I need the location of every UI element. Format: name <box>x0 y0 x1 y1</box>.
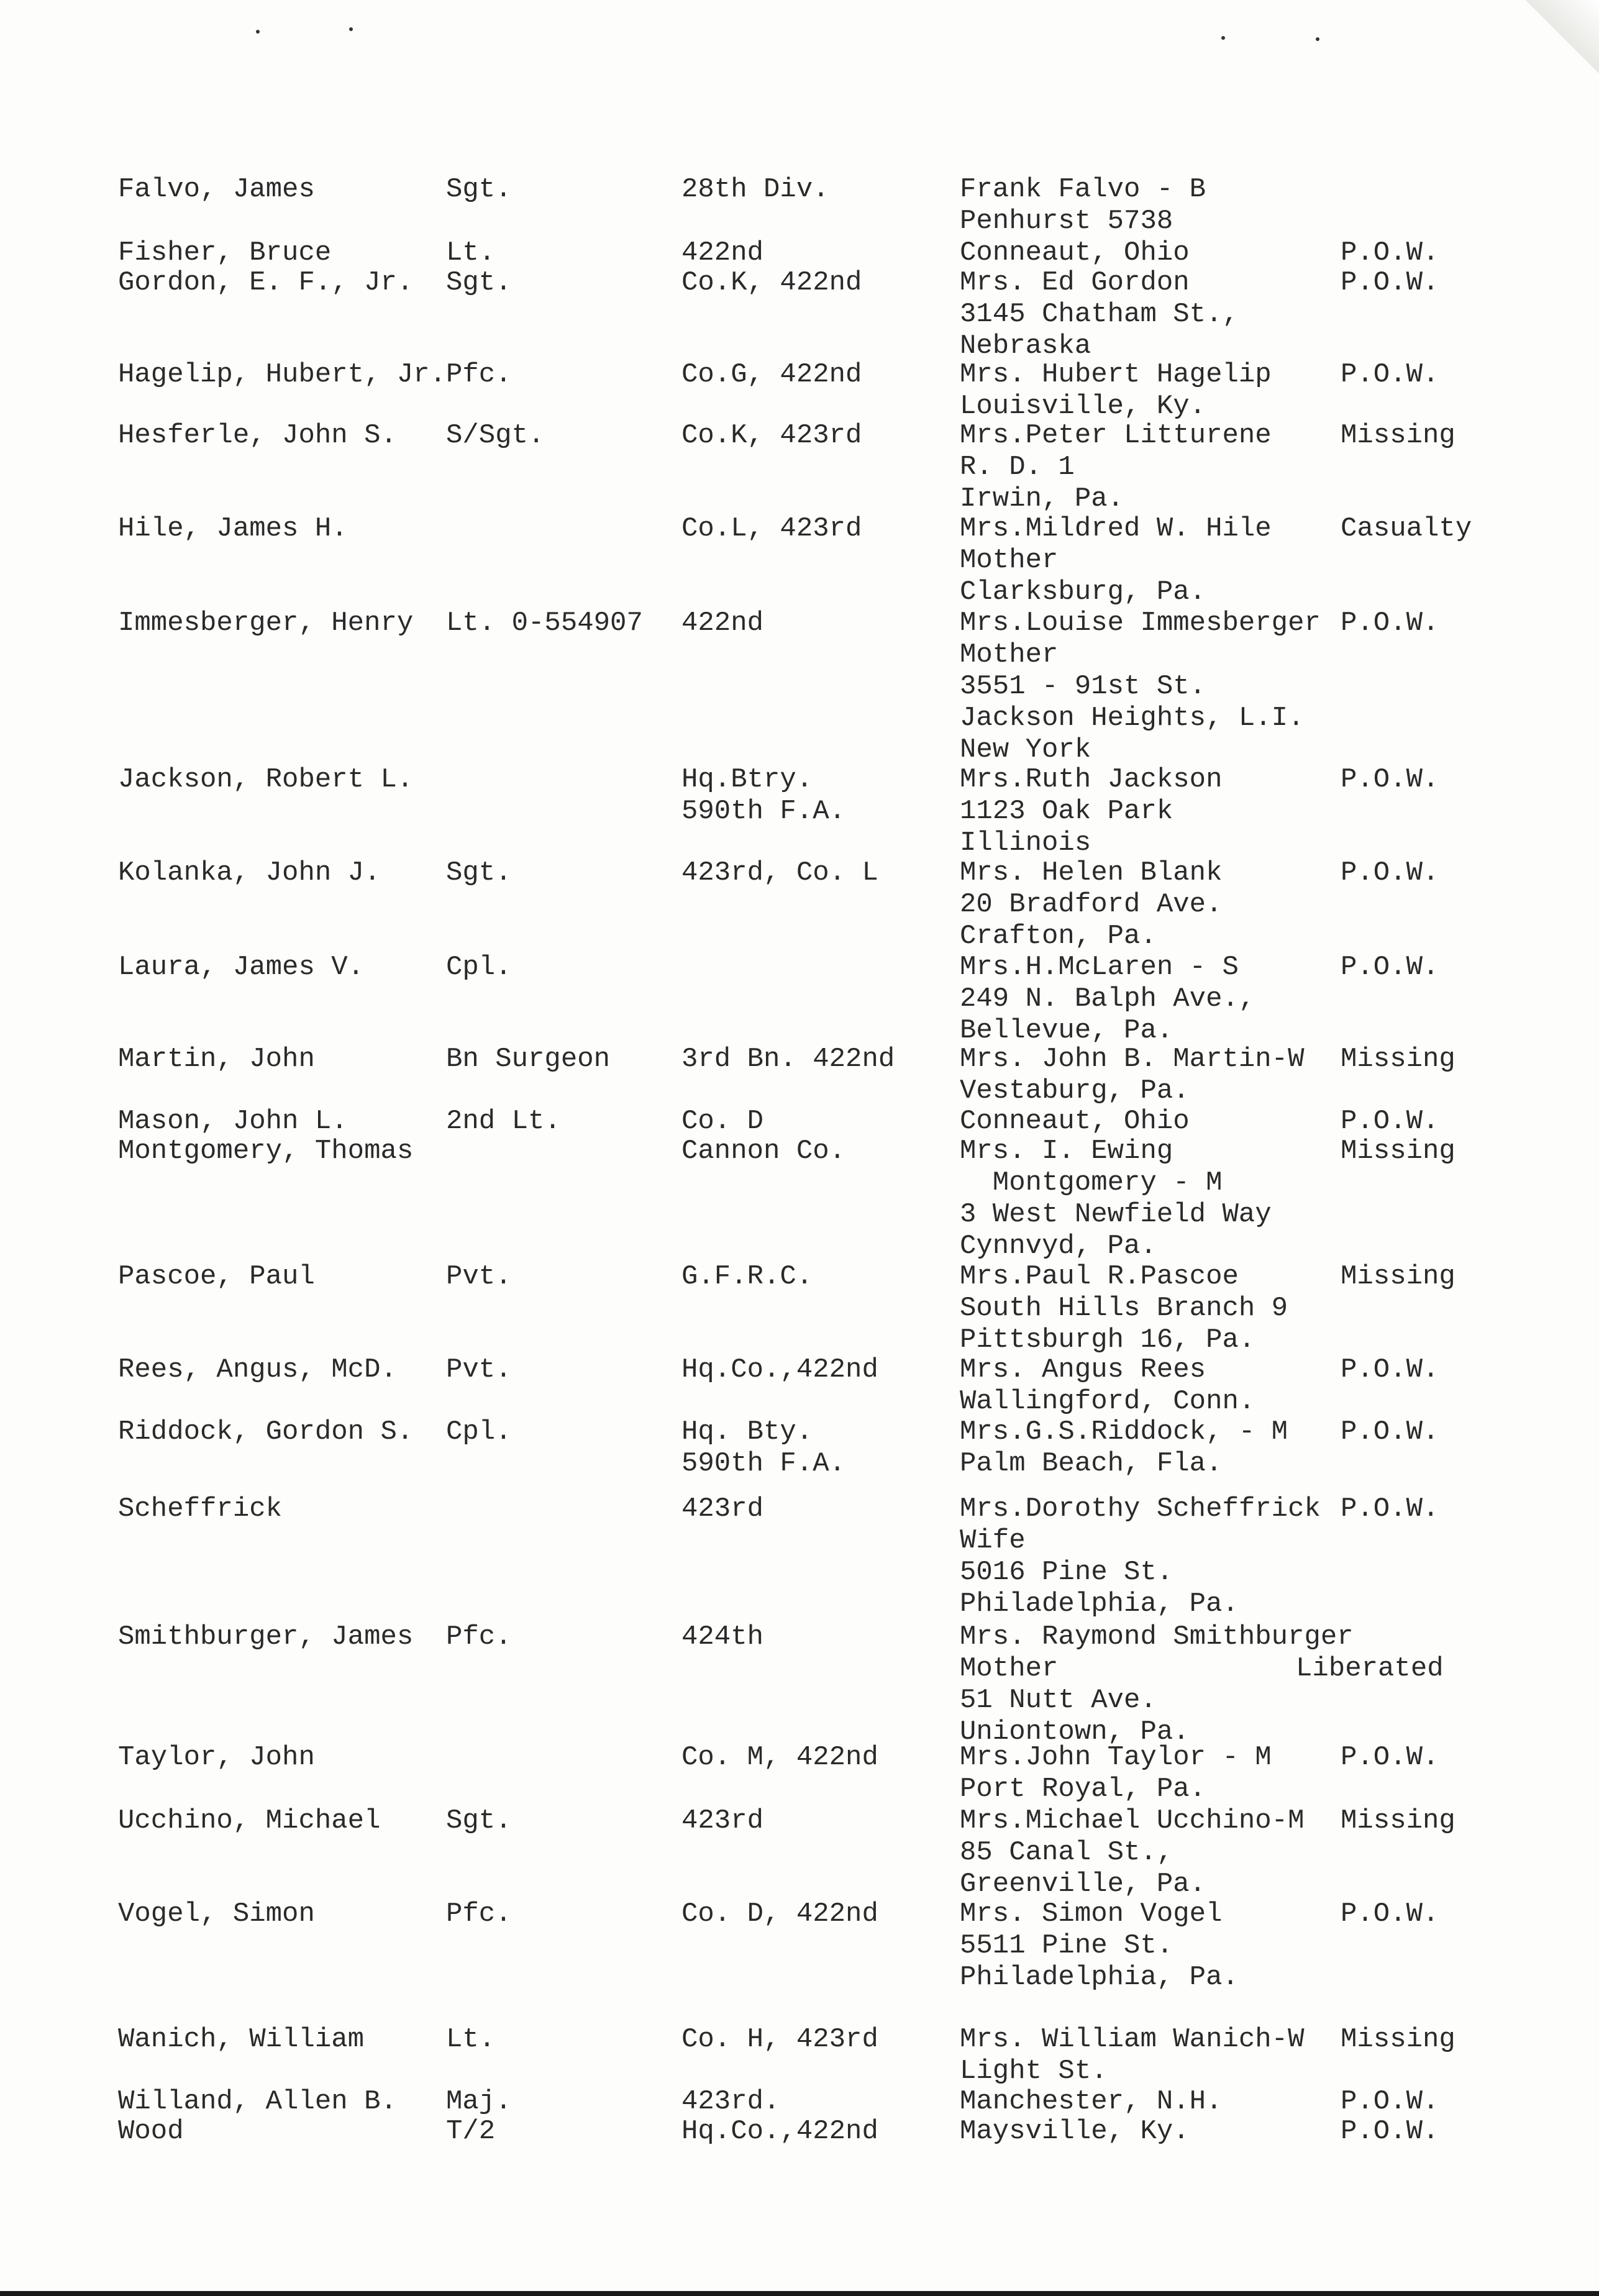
person-name: Montgomery, Thomas <box>118 1136 414 1167</box>
status-badge: Missing <box>1341 1136 1456 1167</box>
next-of-kin-line: Jackson Heights, L.I. <box>960 703 1305 734</box>
person-unit-line: 590th F.A. <box>681 796 846 827</box>
status-badge: P.O.W. <box>1341 952 1439 983</box>
status-badge: P.O.W. <box>1341 1354 1439 1385</box>
next-of-kin-line: Philadelphia, Pa. <box>960 1962 1239 1993</box>
person-name: Smithburger, James <box>118 1621 414 1652</box>
person-unit <box>681 1044 895 1075</box>
next-of-kin <box>960 359 1272 422</box>
next-of-kin-line: Frank Falvo - B <box>960 174 1206 205</box>
person-unit <box>681 1261 813 1293</box>
person-rank: S/Sgt. <box>446 420 545 451</box>
next-of-kin-line: Mrs.Mildred W. Hile <box>960 513 1272 544</box>
next-of-kin <box>960 174 1206 237</box>
person-unit <box>681 764 845 827</box>
next-of-kin-line: Wife <box>960 1525 1026 1556</box>
next-of-kin-line: Pittsburgh 16, Pa. <box>960 1324 1255 1355</box>
person-unit <box>681 1493 763 1525</box>
person-rank: Pfc. <box>446 359 512 390</box>
person-name: Willand, Allen B. <box>118 2086 397 2117</box>
next-of-kin <box>960 764 1222 859</box>
person-unit-line: Hq.Co.,422nd <box>681 1354 878 1385</box>
person-name: Hagelip, Hubert, Jr. <box>118 359 447 390</box>
person-unit-line: Hq. Bty. <box>681 1416 813 1447</box>
person-name: Scheffrick <box>118 1493 283 1524</box>
status-badge: Missing <box>1341 1805 1456 1836</box>
person-unit-line: Co.K, 422nd <box>681 267 862 298</box>
person-name: Mason, John L. <box>118 1106 348 1137</box>
next-of-kin <box>960 952 1255 1047</box>
next-of-kin-line: 5511 Pine St. <box>960 1930 1173 1961</box>
person-unit <box>681 1898 878 1930</box>
next-of-kin-line: 1123 Oak Park <box>960 796 1173 827</box>
person-unit <box>681 1416 845 1480</box>
next-of-kin <box>960 857 1222 952</box>
person-unit-line: 423rd <box>681 1493 764 1524</box>
next-of-kin <box>960 420 1272 515</box>
person-unit <box>681 237 763 269</box>
next-of-kin <box>960 513 1272 608</box>
next-of-kin-line: Mrs. Simon Vogel <box>960 1898 1223 1929</box>
status-badge: P.O.W. <box>1341 267 1439 298</box>
person-unit <box>681 359 862 391</box>
person-rank: Pfc. <box>446 1898 512 1929</box>
next-of-kin-line: Mrs. Helen Blank <box>960 857 1223 888</box>
next-of-kin <box>960 1805 1305 1900</box>
person-unit-line: 28th Div. <box>681 174 829 205</box>
person-unit-line: Co.L, 423rd <box>681 513 862 544</box>
status-badge: Missing <box>1341 2024 1456 2055</box>
person-rank: Pvt. <box>446 1261 512 1292</box>
person-name: Wood <box>118 2116 184 2147</box>
person-unit-line: Co.K, 423rd <box>681 420 862 451</box>
next-of-kin-line: Vestaburg, Pa. <box>960 1075 1190 1106</box>
person-unit <box>681 2086 780 2118</box>
next-of-kin-line: Irwin, Pa. <box>960 483 1124 514</box>
person-rank: Pvt. <box>446 1354 512 1385</box>
next-of-kin <box>960 2116 1190 2148</box>
next-of-kin-line: Mrs.Paul R.Pascoe <box>960 1261 1239 1292</box>
next-of-kin-line: Mrs.H.McLaren - S <box>960 952 1239 983</box>
next-of-kin-line: Mrs. Ed Gordon <box>960 267 1190 298</box>
person-unit <box>681 2116 878 2148</box>
next-of-kin-line: Conneaut, Ohio <box>960 1106 1190 1137</box>
person-unit <box>681 513 862 545</box>
person-rank: 2nd Lt. <box>446 1106 561 1137</box>
next-of-kin-line: Mrs.John Taylor - M <box>960 1742 1272 1773</box>
next-of-kin-line: Mrs.Peter Litturene <box>960 420 1272 451</box>
ink-speck <box>1221 36 1225 40</box>
person-rank: Lt. <box>446 237 496 268</box>
next-of-kin-line: 3551 - 91st St. <box>960 671 1206 702</box>
next-of-kin-line: 51 Nutt Ave. <box>960 1685 1157 1716</box>
next-of-kin-line: 5016 Pine St. <box>960 1557 1173 1588</box>
next-of-kin <box>960 1742 1272 1805</box>
next-of-kin-line: Mrs. Hubert Hagelip <box>960 359 1272 390</box>
person-name: Laura, James V. <box>118 952 365 983</box>
person-name: Gordon, E. F., Jr. <box>118 267 414 298</box>
person-unit <box>681 174 829 206</box>
next-of-kin-line: Clarksburg, Pa. <box>960 576 1206 608</box>
next-of-kin-line: Port Royal, Pa. <box>960 1774 1206 1805</box>
next-of-kin <box>960 1493 1321 1620</box>
status-badge: P.O.W. <box>1341 857 1439 888</box>
next-of-kin-line: Manchester, N.H. <box>960 2086 1223 2117</box>
person-name: Hesferle, John S. <box>118 420 397 451</box>
person-unit-line: Co. H, 423rd <box>681 2024 878 2055</box>
next-of-kin <box>960 1136 1272 1262</box>
next-of-kin <box>960 1106 1190 1137</box>
person-name: Vogel, Simon <box>118 1898 315 1929</box>
status-badge: P.O.W. <box>1341 1416 1439 1447</box>
status-badge: P.O.W. <box>1341 2116 1439 2147</box>
status-badge: Missing <box>1341 1261 1456 1292</box>
next-of-kin-line: 249 N. Balph Ave., <box>960 983 1255 1014</box>
person-unit-line: G.F.R.C. <box>681 1261 813 1292</box>
person-rank: Sgt. <box>446 857 512 888</box>
person-unit <box>681 420 862 452</box>
person-name: Falvo, James <box>118 174 315 205</box>
next-of-kin <box>960 1621 1354 1748</box>
person-unit-line: Hq.Co.,422nd <box>681 2116 878 2147</box>
person-rank: Sgt. <box>446 267 512 298</box>
next-of-kin <box>960 2086 1222 2118</box>
next-of-kin-line: Mother <box>960 1653 1059 1684</box>
person-name: Fisher, Bruce <box>118 237 332 268</box>
person-name: Immesberger, Henry <box>118 608 414 639</box>
next-of-kin-line: Mrs.Michael Ucchino-M <box>960 1805 1305 1836</box>
status-badge: P.O.W. <box>1341 1898 1439 1929</box>
next-of-kin-line: Greenville, Pa. <box>960 1869 1206 1900</box>
person-rank: T/2 <box>446 2116 496 2147</box>
next-of-kin <box>960 1898 1239 1993</box>
ink-speck <box>1316 37 1319 41</box>
next-of-kin-line: South Hills Branch 9 <box>960 1293 1288 1324</box>
next-of-kin-line: Montgomery - M <box>960 1167 1223 1198</box>
next-of-kin-line: Palm Beach, Fla. <box>960 1448 1223 1479</box>
next-of-kin-line: R. D. 1 <box>960 452 1075 483</box>
next-of-kin-line: Illinois <box>960 827 1091 859</box>
person-name: Rees, Angus, McD. <box>118 1354 397 1385</box>
next-of-kin-line: Mrs. William Wanich-W <box>960 2024 1305 2055</box>
status-badge: P.O.W. <box>1341 1493 1439 1524</box>
person-unit-line: 422nd <box>681 237 764 268</box>
person-rank: Cpl. <box>446 952 512 983</box>
next-of-kin-line: New York <box>960 734 1091 765</box>
person-rank: Bn Surgeon <box>446 1044 611 1075</box>
next-of-kin-line: Mrs. I. Ewing <box>960 1136 1173 1167</box>
ink-speck <box>256 30 260 34</box>
next-of-kin-line: Uniontown, Pa. <box>960 1716 1190 1747</box>
next-of-kin-line: Mrs.G.S.Riddock, - M <box>960 1416 1288 1447</box>
person-name: Riddock, Gordon S. <box>118 1416 414 1447</box>
next-of-kin <box>960 2024 1305 2087</box>
status-badge: P.O.W. <box>1341 608 1439 639</box>
next-of-kin-line: Wallingford, Conn. <box>960 1386 1255 1417</box>
next-of-kin-line: Penhurst 5738 <box>960 206 1173 237</box>
status-badge: Missing <box>1341 420 1456 451</box>
status-liberated: Liberated <box>1296 1653 1444 1684</box>
person-unit <box>681 1106 763 1137</box>
next-of-kin-line: Mrs. Raymond Smithburger <box>960 1621 1354 1652</box>
person-unit <box>681 267 862 299</box>
status-badge: P.O.W. <box>1341 359 1439 390</box>
person-unit-line: 422nd <box>681 608 764 639</box>
person-unit <box>681 1805 763 1837</box>
person-unit-line: Co.G, 422nd <box>681 359 862 390</box>
status-badge: P.O.W. <box>1341 237 1439 268</box>
person-rank: Pfc. <box>446 1621 512 1652</box>
status-badge: P.O.W. <box>1341 2086 1439 2117</box>
person-unit <box>681 608 763 639</box>
status-badge: P.O.W. <box>1341 1106 1439 1137</box>
status-badge: Missing <box>1341 1044 1456 1075</box>
person-rank: Cpl. <box>446 1416 512 1447</box>
next-of-kin <box>960 1261 1288 1356</box>
person-name: Martin, John <box>118 1044 315 1075</box>
next-of-kin-line: Mrs. John B. Martin-W <box>960 1044 1305 1075</box>
person-rank: Lt. <box>446 2024 496 2055</box>
next-of-kin-line: Crafton, Pa. <box>960 921 1157 952</box>
status-badge: P.O.W. <box>1341 764 1439 795</box>
person-unit <box>681 1742 878 1774</box>
person-name: Kolanka, John J. <box>118 857 381 888</box>
person-name: Hile, James H. <box>118 513 348 544</box>
person-name: Taylor, John <box>118 1742 315 1773</box>
next-of-kin-line: 3145 Chatham St., <box>960 299 1239 330</box>
next-of-kin-line: Conneaut, Ohio <box>960 237 1190 268</box>
next-of-kin <box>960 1354 1255 1418</box>
next-of-kin-line: Philadelphia, Pa. <box>960 1588 1239 1620</box>
person-rank: Sgt. <box>446 174 512 205</box>
next-of-kin-line: 3 West Newfield Way <box>960 1199 1272 1230</box>
next-of-kin-line: Light St. <box>960 2056 1108 2087</box>
person-unit-line: Cannon Co. <box>681 1136 846 1167</box>
person-unit <box>681 2024 878 2056</box>
next-of-kin-line: 85 Canal St., <box>960 1837 1173 1868</box>
page-bottom-rule <box>0 2291 1599 2296</box>
person-rank: Sgt. <box>446 1805 512 1836</box>
next-of-kin-line: Mrs.Ruth Jackson <box>960 764 1223 795</box>
person-name: Pascoe, Paul <box>118 1261 315 1292</box>
person-unit-line: 423rd, Co. L <box>681 857 878 888</box>
person-unit-line: Hq.Btry. <box>681 764 813 795</box>
next-of-kin-line: Nebraska <box>960 330 1091 362</box>
next-of-kin-line: 20 Bradford Ave. <box>960 889 1223 920</box>
ink-speck <box>349 27 353 31</box>
page-corner-curl <box>1512 0 1599 75</box>
next-of-kin-line: Mrs.Dorothy Scheffrick <box>960 1493 1321 1524</box>
person-unit-line: Co. M, 422nd <box>681 1742 878 1773</box>
person-unit <box>681 1621 763 1653</box>
next-of-kin <box>960 237 1190 269</box>
next-of-kin-line: Mrs.Louise Immesberger <box>960 608 1321 639</box>
next-of-kin-line: Mrs. Angus Rees <box>960 1354 1206 1385</box>
person-name: Ucchino, Michael <box>118 1805 381 1836</box>
person-unit-line: 424th <box>681 1621 764 1652</box>
person-rank: Lt. 0-554907 <box>446 608 643 639</box>
status-badge: P.O.W. <box>1341 1742 1439 1773</box>
next-of-kin <box>960 1044 1305 1107</box>
person-unit <box>681 857 878 889</box>
person-unit-line: Co. D, 422nd <box>681 1898 878 1929</box>
person-unit <box>681 1354 878 1386</box>
next-of-kin-line: Cynnvyd, Pa. <box>960 1231 1157 1262</box>
person-unit-line: 423rd <box>681 1805 764 1836</box>
person-unit-line: Co. D <box>681 1106 764 1137</box>
next-of-kin <box>960 608 1321 766</box>
next-of-kin-line: Louisville, Ky. <box>960 391 1206 422</box>
next-of-kin-line: Bellevue, Pa. <box>960 1015 1173 1046</box>
status-badge: Casualty <box>1341 513 1472 544</box>
person-name: Wanich, William <box>118 2024 365 2055</box>
person-unit-line: 423rd. <box>681 2086 780 2117</box>
next-of-kin <box>960 1416 1288 1480</box>
person-unit <box>681 1136 845 1167</box>
next-of-kin <box>960 267 1239 362</box>
person-rank: Maj. <box>446 2086 512 2117</box>
person-unit-line: 590th F.A. <box>681 1448 846 1479</box>
person-unit-line: 3rd Bn. 422nd <box>681 1044 895 1075</box>
next-of-kin-line: Mother <box>960 545 1059 576</box>
next-of-kin-line: Maysville, Ky. <box>960 2116 1190 2147</box>
next-of-kin-line: Mother <box>960 639 1059 670</box>
person-name: Jackson, Robert L. <box>118 764 414 795</box>
